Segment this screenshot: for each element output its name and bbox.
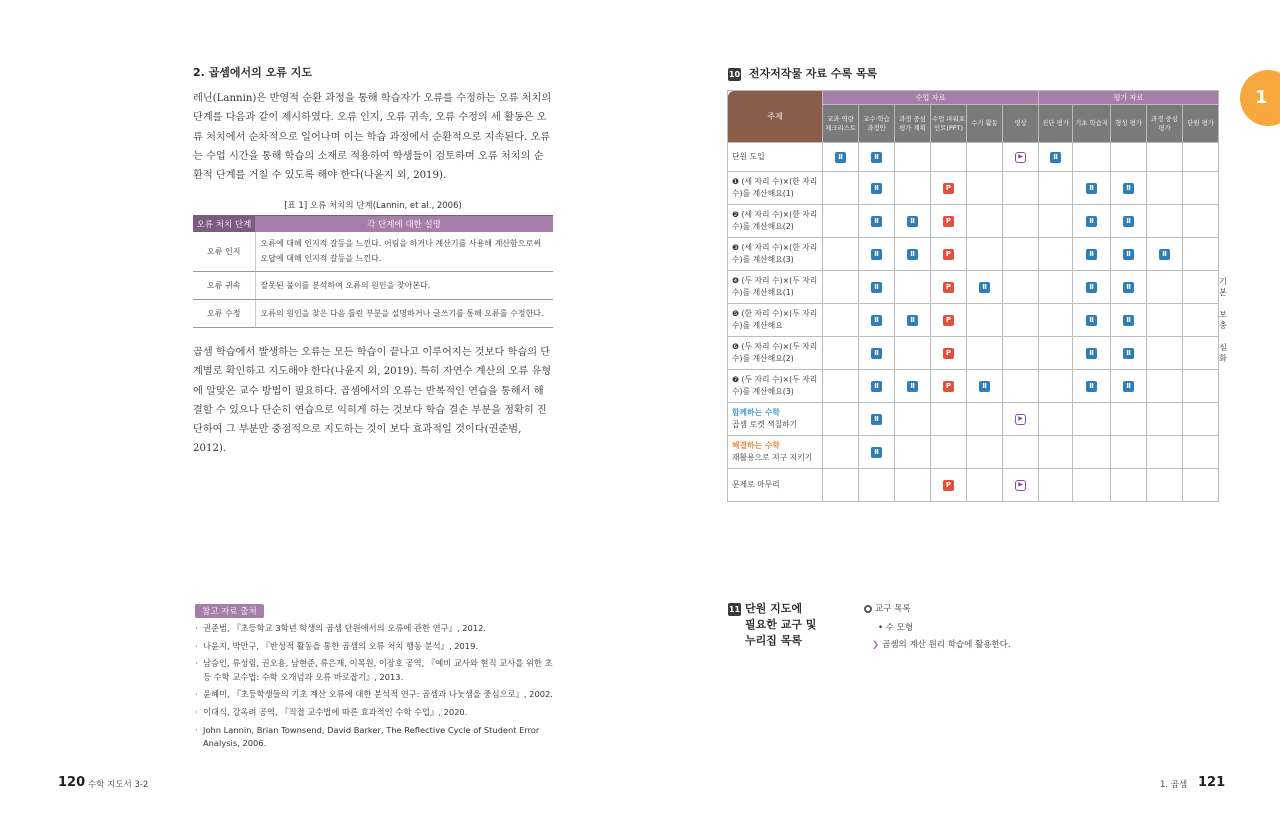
resource-cell (1073, 238, 1111, 271)
resource-cell (859, 172, 895, 205)
resource-row (728, 469, 1222, 502)
table-header-stage: 오류 처치 단계 (193, 216, 255, 232)
section10-title (728, 65, 877, 81)
worksheet-icon[interactable]: Ⅱ (979, 381, 990, 392)
worksheet-icon[interactable]: Ⅱ (1123, 348, 1134, 359)
resource-cell (1147, 238, 1183, 271)
table-cell-stage: 오류 수정 (193, 300, 255, 328)
resource-cell (895, 238, 931, 271)
resource-cell (823, 143, 859, 172)
resource-cell (859, 238, 895, 271)
resource-cell (1039, 271, 1073, 304)
resource-cell (1183, 304, 1219, 337)
subheader: 교과 역량 체크리스트 (823, 105, 859, 143)
resource-topic (728, 436, 823, 469)
ppt-icon[interactable]: P (943, 348, 954, 359)
worksheet-icon[interactable]: Ⅱ (1086, 282, 1097, 293)
resource-cell (1111, 469, 1147, 502)
group-header-lesson: 수업 자료 (823, 91, 1039, 105)
level-label (1219, 205, 1222, 238)
resource-cell (859, 403, 895, 436)
resource-cell (895, 143, 931, 172)
reference-badge: 참고 자료 출처 (195, 604, 264, 618)
resource-cell (1111, 370, 1147, 403)
worksheet-icon[interactable]: Ⅱ (871, 249, 882, 260)
table-caption: [표 1] 오류 처치의 단계(Lannin, et al., 2006) (284, 201, 462, 211)
resource-cell (1147, 403, 1183, 436)
ppt-icon[interactable]: P (943, 249, 954, 260)
level-label: 기본 (1219, 277, 1227, 297)
worksheet-icon[interactable]: Ⅱ (1086, 183, 1097, 194)
resource-cell (1003, 436, 1039, 469)
resource-topic (728, 143, 823, 172)
resource-cell (859, 271, 895, 304)
resource-cell (931, 238, 967, 271)
video-icon[interactable]: ▶ (1015, 480, 1026, 491)
resource-cell (1039, 238, 1073, 271)
reference-item: · 윤혜미, 『초등학생들의 기초 계산 오류에 대한 분석적 연구: 곱셈과 나눗셈을 중심으로』, 2002. (195, 688, 555, 702)
resource-cell (967, 205, 1003, 238)
resource-cell (1073, 469, 1111, 502)
resource-cell (1147, 205, 1183, 238)
subheader: 진단 평가 (1039, 105, 1073, 143)
resource-cell (1003, 238, 1039, 271)
resource-cell (1039, 469, 1073, 502)
resource-cell (1111, 304, 1147, 337)
video-icon[interactable]: ▶ (1015, 152, 1026, 163)
resource-cell (931, 172, 967, 205)
resource-topic (728, 271, 823, 304)
worksheet-icon[interactable]: Ⅱ (871, 216, 882, 227)
resource-cell (967, 337, 1003, 370)
table-row (193, 232, 553, 272)
subheader: 수기 활동 (967, 105, 1003, 143)
worksheet-icon[interactable]: Ⅱ (871, 183, 882, 194)
worksheet-icon[interactable]: Ⅱ (907, 381, 918, 392)
worksheet-icon[interactable]: Ⅱ (871, 348, 882, 359)
worksheet-icon[interactable]: Ⅱ (1123, 282, 1134, 293)
section-title: 2. 곱셈에서의 오류 지도 (193, 66, 312, 79)
resource-cell (1183, 271, 1219, 304)
table-cell-desc: 오류에 대해 인지적 갈등을 느낀다. 어림을 하거나 계산기를 사용해 계산함으로써 오답에 대해 인지적 갈등을 느낀다. (255, 232, 553, 272)
worksheet-icon[interactable]: Ⅱ (1123, 183, 1134, 194)
page-name-left: 수학 지도서 3-2 (88, 780, 149, 790)
worksheet-icon[interactable]: Ⅱ (1050, 152, 1061, 163)
resource-cell (823, 304, 859, 337)
subheader: 영상 (1003, 105, 1039, 143)
ppt-icon[interactable]: P (943, 315, 954, 326)
resource-cell (1003, 370, 1039, 403)
resource-cell (859, 469, 895, 502)
level-label (1219, 143, 1222, 172)
resource-cell (823, 469, 859, 502)
resource-cell (859, 304, 895, 337)
worksheet-icon[interactable]: Ⅱ (1086, 381, 1097, 392)
resource-cell (823, 205, 859, 238)
tool-description (872, 638, 1011, 650)
resource-cell (1111, 271, 1147, 304)
paragraph-lannin: 레닌(Lannin)은 반영적 순환 과정을 통해 학습자가 오류를 수정하는 오류 처치의 단계를 다음과 같이 제시하였다. 오류 인지, 오류 귀속, 오류 수정의 세 활동은 오류 처치에서 순차적으로 일어나며 이는 학습 과정에서 순환적으로 지속된다. 오류는 수업 시간을 통해 학습의 소재로 적용하여 학생들이 검토하며 오류 처치의 순환적 단계를 거칠 수 있도록 해야 한다(나윤지 외, 2019). (193, 93, 552, 182)
resource-topic (728, 337, 823, 370)
ppt-icon[interactable]: P (943, 183, 954, 194)
resource-cell (859, 143, 895, 172)
resource-cell (1111, 143, 1147, 172)
resource-row (728, 304, 1222, 337)
topic-text: 문제로 마무리 (732, 480, 780, 489)
topic-text: ❹ (두 자리 수)×(두 자리 수)를 계산해요(1) (732, 276, 818, 297)
resource-cell (1039, 172, 1073, 205)
arrow-right-icon: ❯ (872, 640, 880, 650)
resource-cell (823, 370, 859, 403)
worksheet-icon[interactable]: Ⅱ (871, 152, 882, 163)
page-number-right: 121 (1198, 775, 1226, 790)
resource-cell (1183, 403, 1219, 436)
section11-title-line: 필요한 교구 및 (745, 618, 817, 631)
resource-cell (895, 172, 931, 205)
subheader: 형성 평가 (1111, 105, 1147, 143)
resource-cell (1003, 271, 1039, 304)
level-label (1219, 403, 1222, 436)
group-header-assessment: 평가 자료 (1039, 91, 1219, 105)
resource-cell (1183, 469, 1219, 502)
resource-table-body (728, 143, 1227, 502)
resource-cell (859, 436, 895, 469)
resource-cell (895, 271, 931, 304)
worksheet-icon[interactable]: Ⅱ (1159, 249, 1170, 260)
reference-item: · John Lannin, Brian Townsend, David Barker, The Reflective Cycle of Student Error Analysis, 2006. (195, 724, 555, 751)
worksheet-icon[interactable]: Ⅱ (1086, 348, 1097, 359)
resource-topic (728, 172, 823, 205)
resource-cell (1039, 436, 1073, 469)
resource-topic (728, 205, 823, 238)
resource-cell (1111, 172, 1147, 205)
resource-cell (1073, 370, 1111, 403)
worksheet-icon[interactable]: Ⅱ (835, 152, 846, 163)
resource-row (728, 436, 1222, 469)
subheader: 기초 학습지 (1073, 105, 1111, 143)
worksheet-icon[interactable]: Ⅱ (907, 249, 918, 260)
resource-cell (931, 469, 967, 502)
subheader: 과정 중심 평가 계획 (895, 105, 931, 143)
resource-cell (967, 469, 1003, 502)
worksheet-icon[interactable]: Ⅱ (871, 315, 882, 326)
table-row (193, 300, 553, 328)
resource-cell (1147, 370, 1183, 403)
resource-cell (1003, 304, 1039, 337)
resource-cell (895, 469, 931, 502)
resource-topic (728, 238, 823, 271)
resource-cell (895, 403, 931, 436)
resource-topic (728, 403, 823, 436)
resource-cell (1003, 403, 1039, 436)
resource-cell (1003, 143, 1039, 172)
resource-cell (895, 370, 931, 403)
resource-row (728, 172, 1222, 205)
section11-title-line: 단원 지도에 (745, 602, 802, 615)
resource-row (728, 271, 1222, 304)
resource-cell (1073, 172, 1111, 205)
resource-cell (823, 271, 859, 304)
ppt-icon[interactable]: P (943, 216, 954, 227)
resource-cell (823, 238, 859, 271)
resource-cell (895, 337, 931, 370)
reference-item: · 권준범, 『초등학교 3학년 학생의 곱셈 단원에서의 오류에 관한 연구』, 2012. (195, 622, 555, 636)
resource-cell (823, 403, 859, 436)
worksheet-icon[interactable]: Ⅱ (1123, 315, 1134, 326)
reference-item: · 남승인, 류성림, 권오용, 남현준, 류은재, 이목원, 이장호 공역, 『예비 교사와 현직 교사를 위한 초등 수학 교수법: 수학 오개념과 오류 바로잡기』, 2013. (195, 657, 555, 684)
worksheet-icon[interactable]: Ⅱ (871, 381, 882, 392)
resource-cell (967, 172, 1003, 205)
resource-cell (1073, 436, 1111, 469)
table-cell-desc: 오류의 원인을 찾은 다음 틀린 부분을 설명하거나 글쓰기를 통해 오류를 수정한다. (255, 300, 553, 328)
topic-label: 함께하는 수학 (732, 408, 780, 417)
resource-cell (1039, 337, 1073, 370)
resource-cell (823, 337, 859, 370)
resource-cell (823, 172, 859, 205)
resource-cell (1003, 337, 1039, 370)
reference-item: · 이대식, 강옥려 공역, 『직접 교수법에 따른 효과적인 수학 수업』, 2020. (195, 706, 555, 720)
resource-cell (859, 337, 895, 370)
resource-cell (1039, 205, 1073, 238)
resource-cell (931, 271, 967, 304)
resource-cell (1183, 436, 1219, 469)
resource-cell (1111, 403, 1147, 436)
resource-cell (931, 370, 967, 403)
topic-label: 해결하는 수학 (732, 441, 780, 450)
resource-cell (1183, 172, 1219, 205)
subheader: 수업 파워포인트(PPT) (931, 105, 967, 143)
level-label (1219, 172, 1222, 205)
resource-cell (967, 238, 1003, 271)
reference-item: · 나윤지, 박만구, 『반성적 활동을 통한 곱셈의 오류 처치 행동 분석』, 2019. (195, 640, 555, 654)
worksheet-icon[interactable]: Ⅱ (871, 414, 882, 425)
worksheet-icon[interactable]: Ⅱ (979, 282, 990, 293)
resource-cell (1147, 436, 1183, 469)
worksheet-icon[interactable]: Ⅱ (871, 447, 882, 458)
resource-cell (1039, 370, 1073, 403)
ppt-icon[interactable]: P (943, 480, 954, 491)
page-number-left: 120 (58, 775, 86, 790)
resource-cell (931, 337, 967, 370)
resource-cell (1147, 271, 1183, 304)
resource-cell (895, 304, 931, 337)
page-name-right: 1. 곱셈 (1160, 780, 1188, 790)
resource-cell (967, 436, 1003, 469)
level-label (1219, 370, 1222, 403)
resource-cell (1183, 205, 1219, 238)
topic-text: ❻ (두 자리 수)×(두 자리 수)를 계산해요(2) (732, 342, 818, 363)
resource-cell (1073, 205, 1111, 238)
reference-list (195, 622, 555, 755)
resource-cell (1073, 403, 1111, 436)
table-header-desc: 각 단계에 대한 설명 (255, 216, 553, 232)
topic-text: ❼ (두 자리 수)×(두 자리 수)를 계산해요(3) (732, 375, 818, 396)
worksheet-icon[interactable]: Ⅱ (871, 282, 882, 293)
resource-cell (859, 370, 895, 403)
worksheet-icon[interactable]: Ⅱ (1086, 315, 1097, 326)
resource-cell (1183, 238, 1219, 271)
resource-cell (967, 271, 1003, 304)
resource-cell (895, 436, 931, 469)
table-row (193, 272, 553, 300)
resource-cell (1147, 337, 1183, 370)
resource-list-table (727, 90, 1227, 502)
tool-item: • 수 모형 (878, 623, 914, 633)
resource-topic (728, 469, 823, 502)
error-treatment-table (193, 215, 553, 328)
section11-title (728, 601, 816, 649)
level-label (1219, 436, 1222, 469)
resource-cell (1073, 304, 1111, 337)
subheader: 단원 평가 (1183, 105, 1219, 143)
worksheet-icon[interactable]: Ⅱ (1123, 381, 1134, 392)
resource-cell (1039, 143, 1073, 172)
paragraph-multiplication-errors: 곱셈 학습에서 발생하는 오류는 모든 학습이 끝나고 이루어지는 것보다 학습의 단계별로 확인하고 지도해야 한다(나윤지 외, 2019). 특히 자연수 계산의 오류 유형에 알맞은 교수 방법이 필요하다. 곱셈에서의 오류는 반복적인 연습을 통해서 해결할 수 있으나 단순히 연습으로 익히게 하는 것보다 학습 결손 부분을 정확히 진단하여 그 부분만 중점적으로 지도하는 것이 보다 효과적일 것이다(권준범, 2012). (193, 347, 552, 455)
resource-cell (967, 403, 1003, 436)
table-cell-stage: 오류 인지 (193, 232, 255, 272)
circle-bullet-icon (864, 605, 872, 613)
resource-cell (1073, 337, 1111, 370)
resource-row (728, 337, 1222, 370)
resource-cell (1147, 469, 1183, 502)
tool-list-header (864, 602, 911, 614)
level-label: 보충 (1219, 310, 1227, 330)
section10-title-text: 전자저작물 자료 수록 목록 (748, 67, 878, 80)
resource-row (728, 403, 1222, 436)
resource-cell (1073, 271, 1111, 304)
resource-row (728, 143, 1222, 172)
tool-list-header-text: 교구 목록 (875, 604, 911, 614)
resource-cell (931, 436, 967, 469)
ppt-icon[interactable]: P (943, 282, 954, 293)
topic-text: 단원 도입 (732, 152, 765, 161)
resource-cell (1003, 469, 1039, 502)
resource-cell (1003, 205, 1039, 238)
resource-cell (1039, 304, 1073, 337)
ppt-icon[interactable]: P (943, 381, 954, 392)
subheader: 과정 중심 평가 (1147, 105, 1183, 143)
resource-cell (1147, 304, 1183, 337)
resource-cell (931, 403, 967, 436)
resource-topic (728, 370, 823, 403)
resource-cell (1073, 143, 1111, 172)
resource-cell (823, 436, 859, 469)
topic-text: ❸ (세 자리 수)×(한 자리 수)를 계산해요(3) (732, 243, 818, 264)
resource-row (728, 370, 1222, 403)
level-label: 심화 (1219, 343, 1227, 363)
resource-topic (728, 304, 823, 337)
resource-row (728, 205, 1222, 238)
resource-row (728, 238, 1222, 271)
section11-title-line: 누리집 목록 (745, 634, 802, 647)
resource-cell (1147, 143, 1183, 172)
video-icon[interactable]: ▶ (1015, 414, 1026, 425)
worksheet-icon[interactable]: Ⅱ (1123, 216, 1134, 227)
topic-text: ❷ (세 자리 수)×(한 자리 수)를 계산해요(2) (732, 210, 818, 231)
worksheet-icon[interactable]: Ⅱ (1123, 249, 1134, 260)
worksheet-icon[interactable]: Ⅱ (907, 315, 918, 326)
resource-cell (1111, 238, 1147, 271)
resource-cell (895, 205, 931, 238)
table-cell-stage: 오류 귀속 (193, 272, 255, 300)
tool-description-text: 곱셈의 계산 원리 학습에 활용한다. (882, 640, 1011, 650)
section-number-badge: 10 (728, 69, 741, 79)
resource-cell (1183, 370, 1219, 403)
resource-cell (931, 304, 967, 337)
topic-text: ❶ (세 자리 수)×(한 자리 수)를 계산해요(1) (732, 177, 818, 198)
resource-cell (1183, 337, 1219, 370)
resource-cell (1111, 205, 1147, 238)
resource-cell (1111, 436, 1147, 469)
resource-cell (859, 205, 895, 238)
resource-cell (931, 205, 967, 238)
resource-cell (967, 143, 1003, 172)
resource-cell (967, 304, 1003, 337)
resource-cell (1147, 172, 1183, 205)
level-label (1219, 238, 1222, 271)
chapter-tab[interactable]: 1 (1240, 70, 1280, 126)
worksheet-icon[interactable]: Ⅱ (907, 216, 918, 227)
topic-text: ❺ (한 자리 수)×(두 자리 수)를 계산해요 (732, 309, 818, 330)
resource-cell (1111, 337, 1147, 370)
resource-cell (931, 143, 967, 172)
section-number-badge: 11 (728, 604, 741, 614)
subheader: 교수·학습 과정안 (859, 105, 895, 143)
resource-cell (967, 370, 1003, 403)
table-cell-desc: 잘못된 풀이를 분석하여 오류의 원인을 찾아본다. (255, 272, 553, 300)
resource-cell (1003, 172, 1039, 205)
worksheet-icon[interactable]: Ⅱ (1086, 249, 1097, 260)
worksheet-icon[interactable]: Ⅱ (1086, 216, 1097, 227)
level-label (1219, 469, 1222, 502)
resource-cell (1183, 143, 1219, 172)
resource-cell (1039, 403, 1073, 436)
topic-text: 재활용으로 지구 지키기 (732, 453, 813, 462)
topic-header: 주제 (728, 91, 823, 143)
topic-text: 곱셈 로켓 색칠하기 (732, 420, 798, 429)
